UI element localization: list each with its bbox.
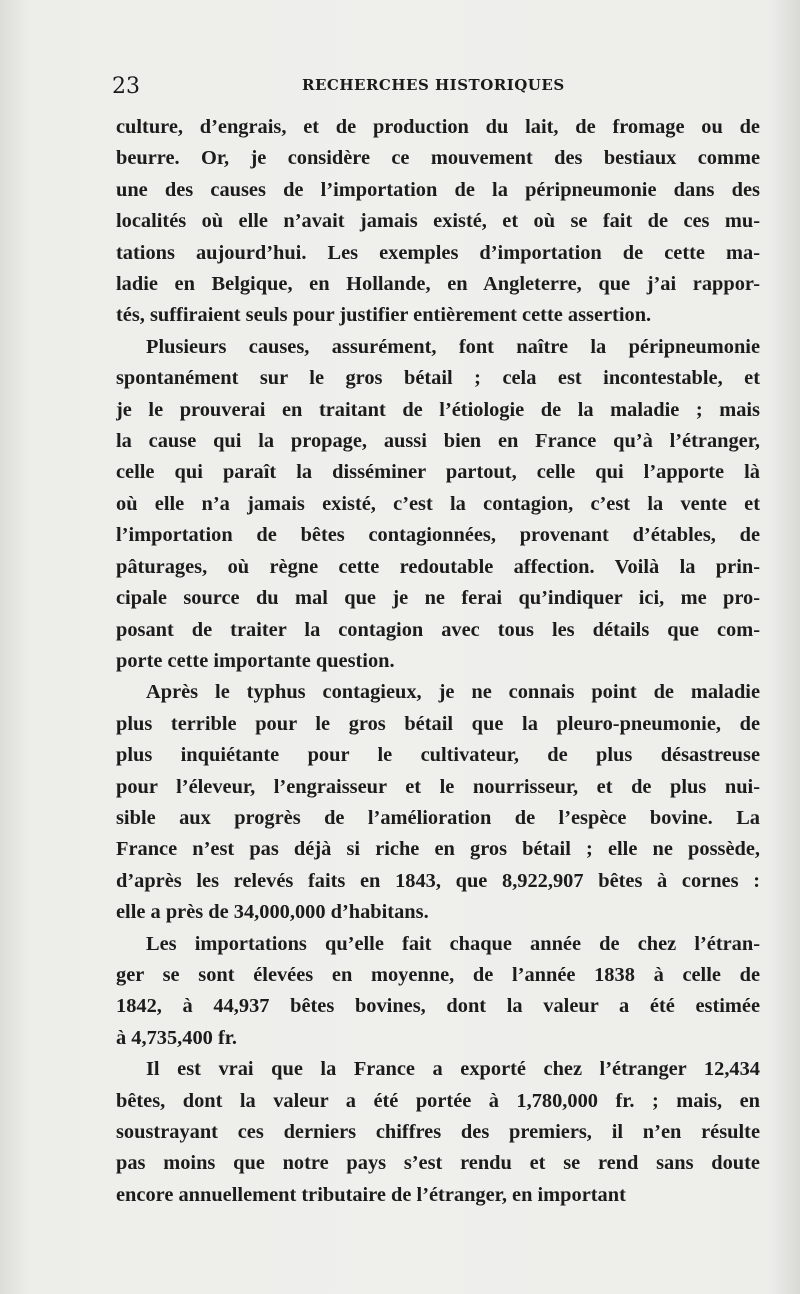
text-line: Les importations qu’elle fait chaque année de chez l’étran- — [146, 932, 760, 955]
page-header — [112, 74, 752, 114]
text-line: cipale source du mal que je ne ferai qu’indiquer ici, me pro- — [116, 587, 760, 610]
text-line: tés, suffiraient seuls pour justifier entièrement cette assertion. — [116, 304, 652, 327]
paragraph — [116, 677, 760, 928]
paragraph — [116, 332, 760, 677]
text-line: spontanément sur le gros bétail ; cela est incontestable, et — [116, 367, 760, 390]
text-line: soustrayant ces derniers chiffres des premiers, il n’en résulte — [116, 1121, 760, 1143]
text-line: pâturages, où règne cette redoutable affection. Voilà la prin- — [116, 555, 760, 578]
text-line: Plusieurs causes, assurément, font naître la péripneumonie — [146, 335, 760, 358]
text-line: où elle n’a jamais existé, c’est la contagion, c’est la vente et — [116, 492, 760, 515]
text-line: ladie en Belgique, en Hollande, en Angleterre, que j’ai rappor- — [116, 273, 760, 296]
text-line: la cause qui la propage, aussi bien en France qu’à l’étranger, — [116, 430, 760, 453]
text-line: Après le typhus contagieux, je ne connais point de maladie — [146, 681, 760, 704]
paragraph — [116, 112, 760, 332]
text-line: plus terrible pour le gros bétail que la pleuro-pneumonie, de — [116, 712, 760, 735]
text-line: elle a près de 34,000,000 d’habitans. — [116, 901, 429, 924]
paragraph — [116, 929, 760, 1055]
text-line: ger se sont élevées en moyenne, de l’année 1838 à celle de — [116, 963, 760, 986]
text-line: porte cette importante question. — [116, 649, 395, 672]
text-line: culture, d’engrais, et de production du lait, de fromage ou de — [116, 116, 760, 138]
running-head: RECHERCHES HISTORIQUES — [302, 76, 565, 94]
body-text — [116, 112, 760, 1211]
text-line: plus inquiétante pour le cultivateur, de plus désastreuse — [116, 744, 760, 767]
text-line: posant de traiter la contagion avec tous les détails que com- — [116, 618, 760, 641]
text-line: une des causes de l’importation de la péripneumonie dans des — [116, 178, 760, 201]
text-line: encore annuellement tributaire de l’étranger, en important — [116, 1183, 626, 1206]
text-line: pour l’éleveur, l’engraisseur et le nourrisseur, et de plus nui- — [116, 775, 760, 798]
paragraph — [116, 1054, 760, 1211]
text-line: bêtes, dont la valeur a été portée à 1,780,000 fr. ; mais, en — [116, 1089, 760, 1112]
text-line: à 4,735,400 fr. — [116, 1026, 238, 1049]
text-line: celle qui paraît la disséminer partout, celle qui l’apporte là — [116, 461, 760, 484]
text-line: beurre. Or, je considère ce mouvement des bestiaux comme — [116, 147, 760, 170]
text-line: pas moins que notre pays s’est rendu et se rend sans doute — [116, 1152, 760, 1175]
text-line: tations aujourd’hui. Les exemples d’importation de cette ma- — [116, 241, 760, 264]
text-line: l’importation de bêtes contagionnées, provenant d’étables, de — [116, 524, 760, 547]
text-line: Il est vrai que la France a exporté chez l’étranger 12,434 — [146, 1058, 760, 1081]
text-line: localités où elle n’avait jamais existé, et où se fait de ces mu- — [116, 210, 760, 233]
page-number: 23 — [112, 74, 140, 99]
text-line: d’après les relevés faits en 1843, que 8,922,907 bêtes à cornes : — [116, 869, 760, 892]
text-line: France n’est pas déjà si riche en gros bétail ; elle ne possède, — [116, 838, 760, 861]
text-line: sible aux progrès de l’amélioration de l’espèce bovine. La — [116, 806, 760, 829]
text-line: je le prouverai en traitant de l’étiologie de la maladie ; mais — [116, 398, 760, 421]
text-line: 1842, à 44,937 bêtes bovines, dont la valeur a été estimée — [116, 995, 760, 1018]
